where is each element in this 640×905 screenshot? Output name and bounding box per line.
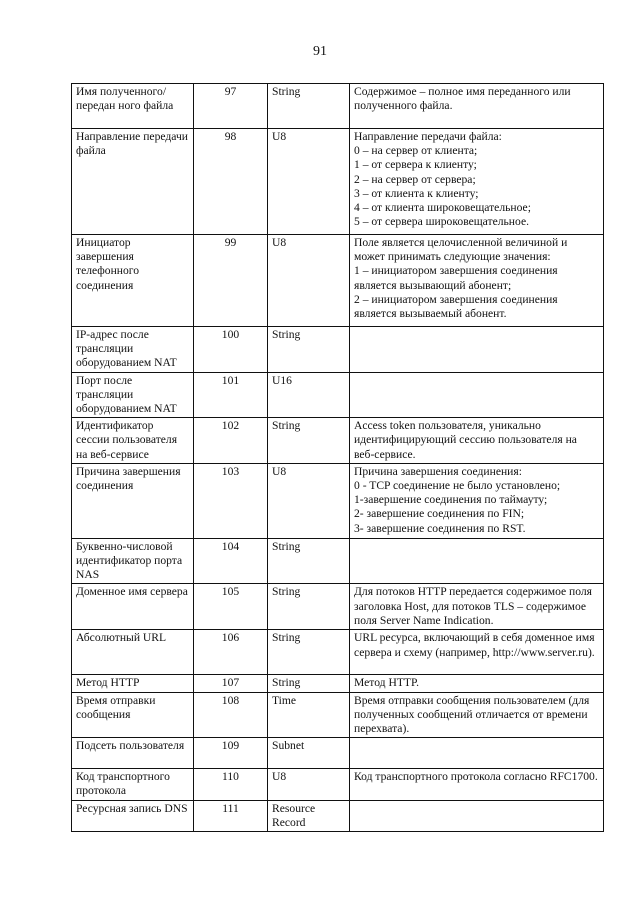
page-number: 91 [313,44,327,59]
description-line: Метод HTTP. [354,676,420,690]
description-line: 2 – инициатором завершения соединения является вызываемый абонент. [354,292,558,321]
field-type-cell: Subnet [268,738,350,769]
field-name-cell: Время отправки сообщения [72,692,194,738]
description-line: Для потоков HTTP передается содержимое поля заголовка Host, для потоков TLS – содержимое поля Server Name Indication. [354,585,593,627]
field-code-cell: 104 [194,538,268,584]
description-line: Код транспортного протокола согласно RFC1700. [354,770,598,784]
description-line: 4 – от клиента широковещательное; [354,201,531,215]
field-description-cell [350,235,604,327]
table-row [72,84,604,129]
field-description-cell [350,84,604,129]
field-type-cell: String [268,630,350,675]
description-line: 3- завершение соединения по RST. [354,521,526,535]
table-row [72,129,604,235]
field-code-cell: 102 [194,418,268,464]
field-description-cell [350,418,604,464]
field-code-cell: 103 [194,463,268,538]
description-line: Время отправки сообщения пользователем (для полученных сообщений отличается от времени перехвата). [354,693,590,736]
table-row [72,235,604,327]
field-description-cell [350,327,604,373]
description-line: 0 - TCP соединение не было установлено; [354,479,561,493]
description-line: Содержимое – полное имя переданного или полученного файла. [354,85,571,113]
field-description-cell [350,584,604,630]
table-row [72,769,604,800]
field-description-cell [350,692,604,738]
field-type-cell: String [268,584,350,630]
table-row [72,418,604,464]
field-code-cell: 106 [194,630,268,675]
field-type-cell: String [268,418,350,464]
table-row [72,800,604,831]
table-row [72,327,604,373]
field-description-cell [350,463,604,538]
field-name-cell: Направление передачи файла [72,129,194,235]
description-line: Причина завершения соединения: [354,464,522,478]
field-type-cell: String [268,84,350,129]
field-description-cell [350,372,604,418]
field-code-cell: 97 [194,84,268,129]
field-name-cell: Имя полученного/передан ного файла [72,84,194,129]
description-line: 1 – инициатором завершения соединения является вызывающий абонент; [354,264,558,292]
field-code-cell: 107 [194,675,268,692]
field-code-cell: 100 [194,327,268,373]
description-line: Access token пользователя, уникально идентифицирующий сессию пользователя на веб-сервисе. [354,419,577,461]
field-description-cell [350,675,604,692]
table-row [72,372,604,418]
field-name-cell: Порт после трансляции оборудованием NAT [72,372,194,418]
field-type-cell: String [268,538,350,584]
field-code-cell: 109 [194,738,268,769]
field-name-cell: IP-адрес после трансляции оборудованием NAT [72,327,194,373]
field-code-cell: 110 [194,769,268,800]
description-line: Направление передачи файла: [354,130,502,143]
field-description-cell [350,738,604,769]
field-description-cell [350,630,604,675]
description-line: 1 – от сервера к клиенту; [354,158,477,172]
field-code-cell: 108 [194,692,268,738]
fields-table [71,83,604,832]
description-line: 3 – от клиента к клиенту; [354,186,479,200]
field-name-cell: Доменное имя сервера [72,584,194,630]
field-name-cell: Инициатор завершения телефонного соединения [72,235,194,327]
table-row [72,463,604,538]
field-name-cell: Код транспортного протокола [72,769,194,800]
table-row [72,692,604,738]
field-name-cell: Подсеть пользователя [72,738,194,769]
description-line: 2- завершение соединения по FIN; [354,507,525,521]
field-name-cell: Идентификатор сессии пользователя на веб-сервисе [72,418,194,464]
table-row [72,630,604,675]
description-line: 2 – на сервер от сервера; [354,172,476,186]
field-type-cell: Resource Record [268,800,350,831]
field-name-cell: Буквенно-числовой идентификатор порта NAS [72,538,194,584]
table-row [72,738,604,769]
table-row [72,538,604,584]
field-name-cell: Причина завершения соединения [72,463,194,538]
table-body [72,84,604,832]
field-code-cell: 111 [194,800,268,831]
field-name-cell: Ресурсная запись DNS [72,800,194,831]
field-description-cell [350,538,604,584]
description-line: URL ресурса, включающий в себя доменное имя сервера и схему (например, http://www.server.ru). [354,631,595,659]
field-type-cell: U8 [268,129,350,235]
field-description-cell [350,800,604,831]
description-line: Поле является целочисленной величиной и может принимать следующие значения: [354,236,568,264]
field-code-cell: 99 [194,235,268,327]
field-type-cell: U8 [268,463,350,538]
description-line: 0 – на сервер от клиента; [354,144,478,158]
field-code-cell: 105 [194,584,268,630]
field-code-cell: 101 [194,372,268,418]
field-code-cell: 98 [194,129,268,235]
field-name-cell: Абсолютный URL [72,630,194,675]
field-type-cell: String [268,327,350,373]
field-description-cell [350,129,604,235]
table-row [72,584,604,630]
field-description-cell [350,769,604,800]
field-type-cell: U16 [268,372,350,418]
table-row [72,675,604,692]
description-line: 1-завершение соединения по таймауту; [354,493,548,507]
field-name-cell: Метод HTTP [72,675,194,692]
field-type-cell: Time [268,692,350,738]
field-type-cell: U8 [268,769,350,800]
field-type-cell: String [268,675,350,692]
description-line: 5 – от сервера широковещательное. [354,215,529,229]
field-type-cell: U8 [268,235,350,327]
